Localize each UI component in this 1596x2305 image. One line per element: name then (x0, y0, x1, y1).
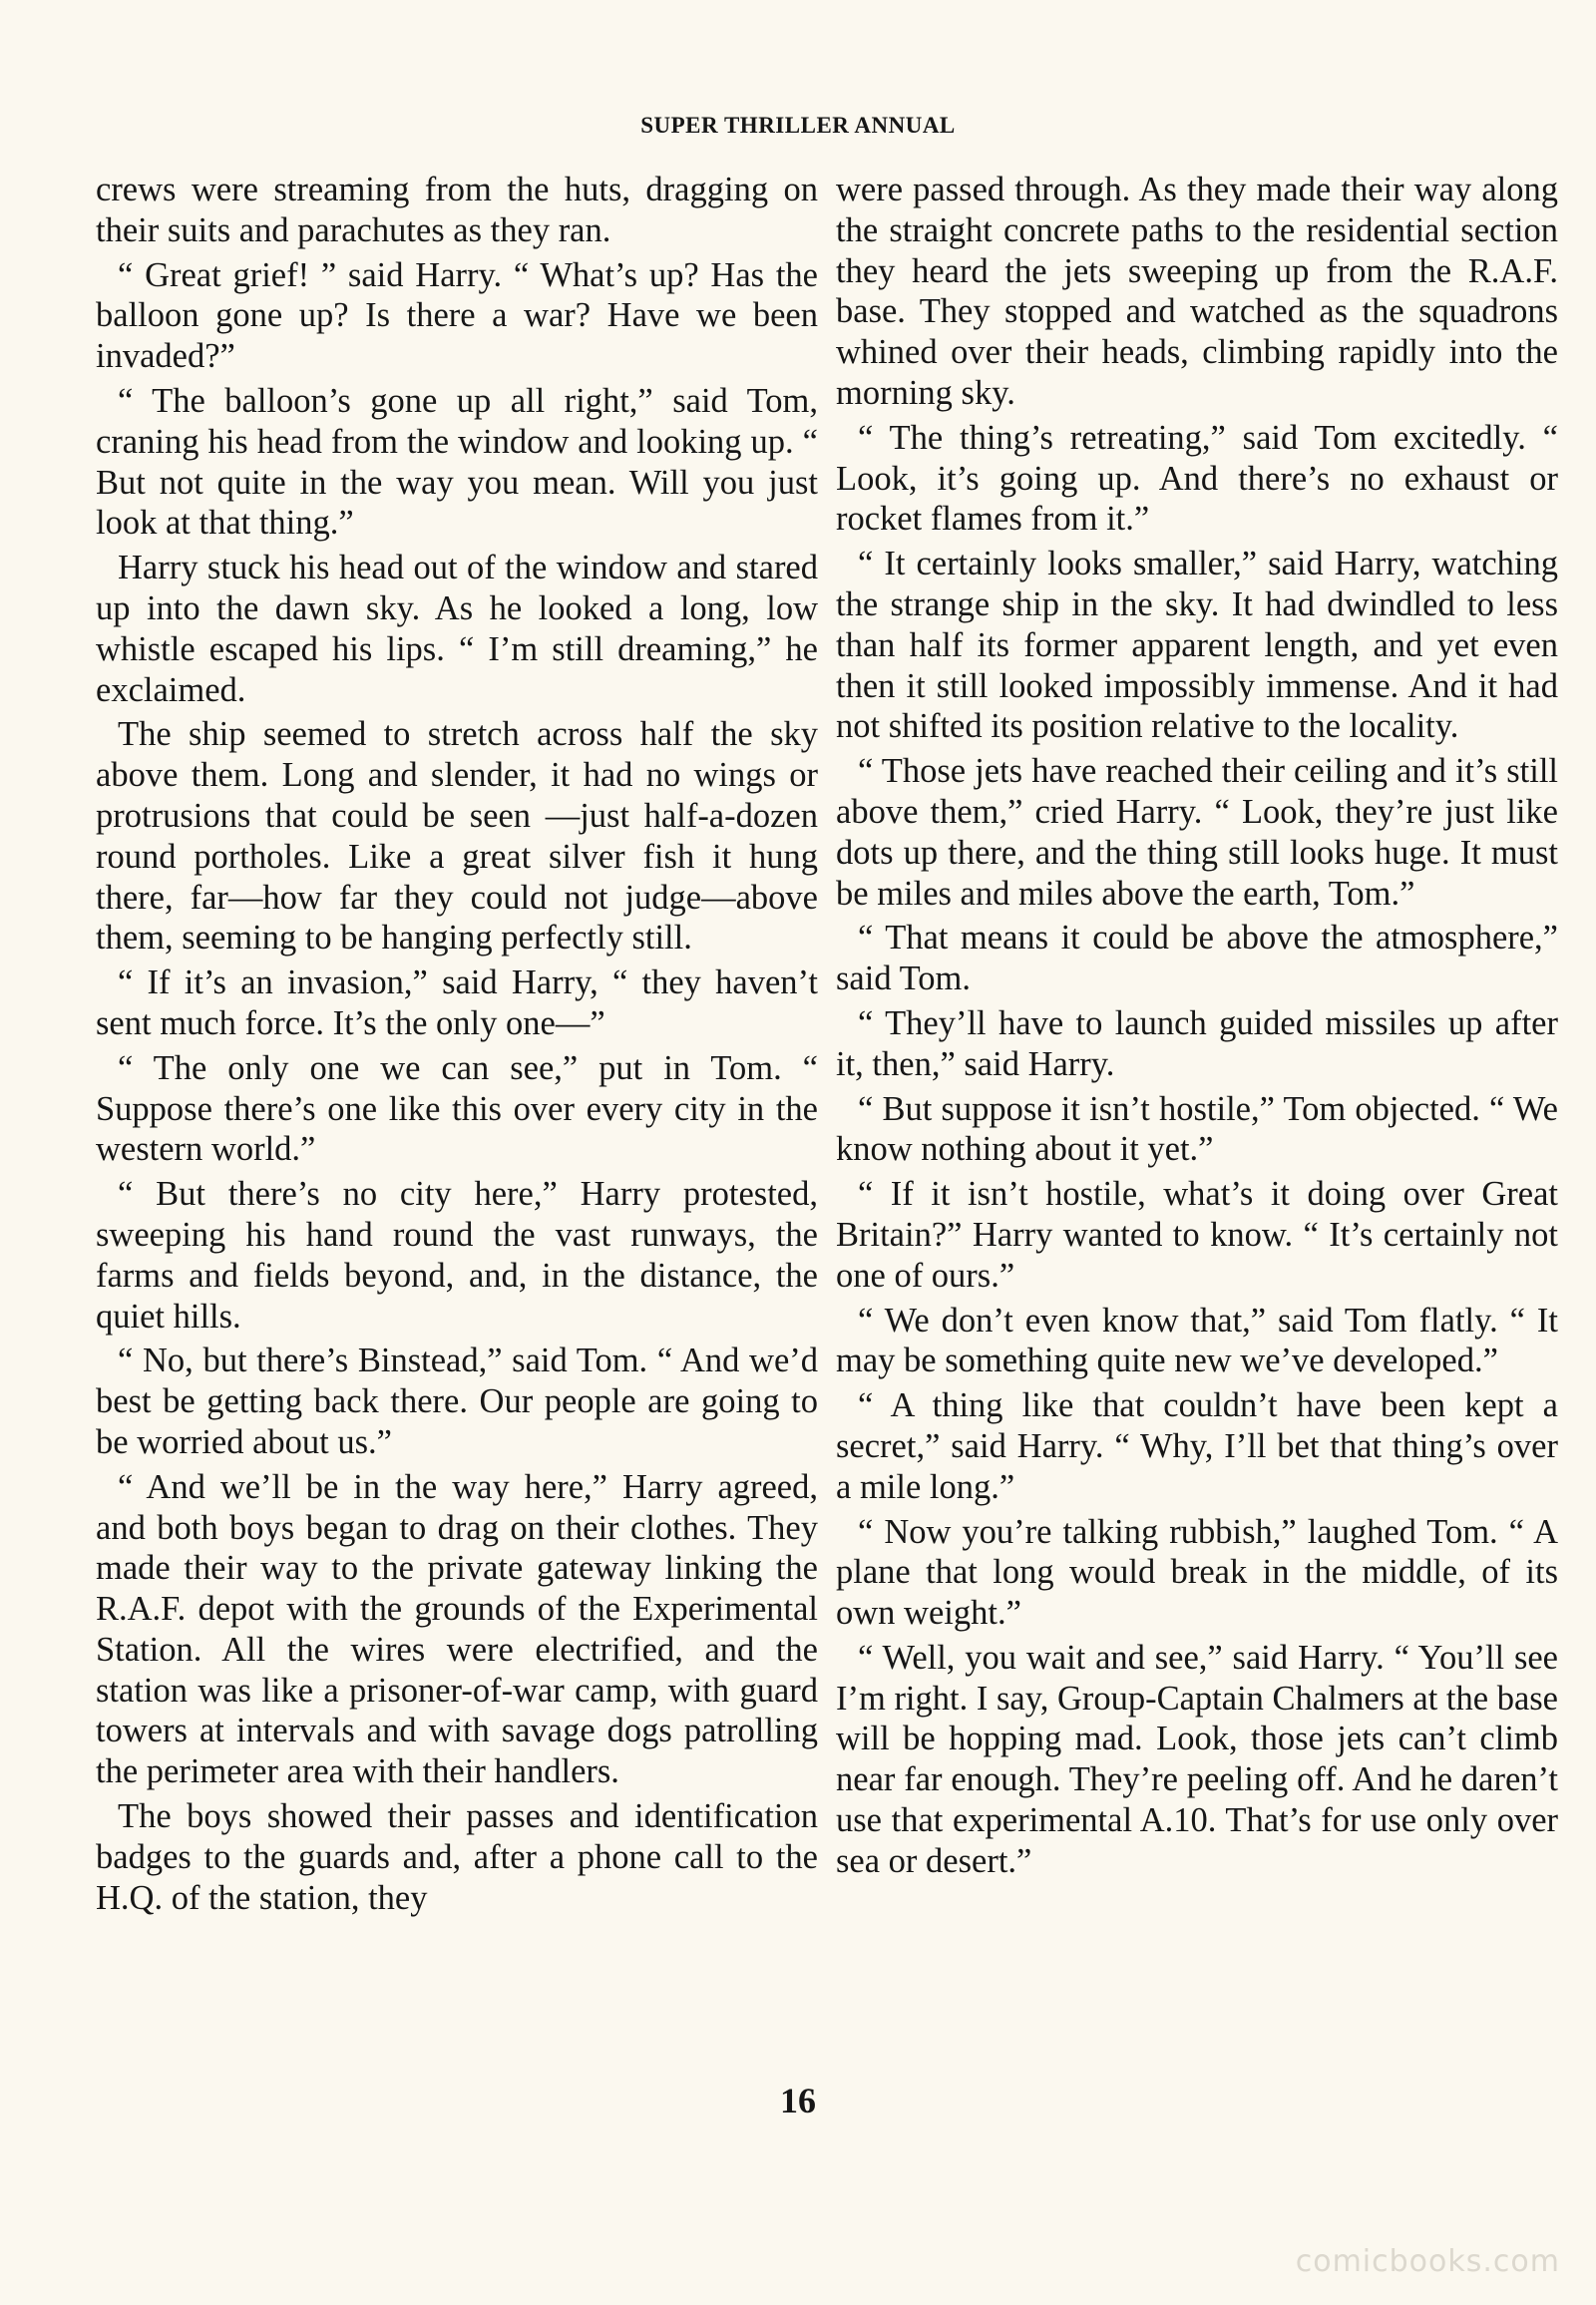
page-number: 16 (780, 2081, 816, 2120)
paragraph: “ That means it could be above the atmosphere,” said Tom. (836, 919, 1558, 998)
paragraph: crews were streaming from the huts, dragging on their suits and parachutes as they ran. (96, 171, 818, 249)
paragraph: “ And we’ll be in the way here,” Harry agreed, and both boys began to drag on their clothes. They made their way to the private gateway linking the R.A.F. depot with the grounds of the Experimental Station. All the wires were electrified, and the station was like a prisoner-of-war camp, with guard towers at intervals and with savage dogs patrolling the perimeter area with their handlers. (96, 1467, 818, 1791)
paragraph: “ The thing’s retreating,” said Tom excitedly. “ Look, it’s going up. And there’s no exhaust or rocket flames from it.” (836, 418, 1558, 539)
paragraph: “ No, but there’s Binstead,” said Tom. “ And we’d best be getting back there. Our people are going to be worried about us.” (96, 1342, 818, 1461)
paragraph: “ We don’t even know that,” said Tom flatly. “ It may be something quite new we’ve developed.” (836, 1301, 1558, 1380)
paragraph: “ But there’s no city here,” Harry protested, sweeping his hand round the vast runways, the farms and fields beyond, and, in the distance, the quiet hills. (96, 1175, 818, 1336)
paragraph: “ Great grief! ” said Harry. “ What’s up? Has the balloon gone up? Is there a war? Have we been invaded?” (96, 255, 818, 376)
page-header: SUPER THRILLER ANNUAL (640, 113, 956, 138)
paragraph: “ The only one we can see,” put in Tom. “ Suppose there’s one like this over every city in the western world.” (96, 1048, 818, 1169)
paragraph: “ Well, you wait and see,” said Harry. “ You’ll see I’m right. I say, Group-Captain Chalmers at the base will be hopping mad. Look, those jets can’t climb near far enough. They’re peeling off. And he daren’t use that experimental A.10. That’s for use only over sea or desert.” (836, 1638, 1558, 1880)
paragraph: The boys showed their passes and identification badges to the guards and, after a phone call to the H.Q. of the station, they (96, 1797, 818, 1917)
paragraph: The ship seemed to stretch across half the sky above them. Long and slender, it had no wings or protrusions that could be seen —just half-a-dozen round portholes. Like a great silver fish it hung there, far—how far they could not judge—above them, seeming to be hanging perfectly still. (96, 715, 818, 958)
paragraph: “ Those jets have reached their ceiling and it’s still above them,” cried Harry. “ Look, they’re just like dots up there, and the thing still looks huge. It must be miles and miles above the earth, Tom.” (836, 752, 1558, 913)
paragraph: “ But suppose it isn’t hostile,” Tom objected. “ We know nothing about it yet.” (836, 1089, 1558, 1169)
paragraph: Harry stuck his head out of the window and stared up into the dawn sky. As he looked a long, low whistle escaped his lips. “ I’m still dreaming,” he exclaimed. (96, 549, 818, 709)
left-column (96, 170, 818, 2065)
paragraph: “ Now you’re talking rubbish,” laughed Tom. “ A plane that long would break in the middle, of its own weight.” (836, 1512, 1558, 1633)
paragraph: “ A thing like that couldn’t have been kept a secret,” said Harry. “ Why, I’ll bet that thing’s over a mile long.” (836, 1386, 1558, 1506)
watermark: comicbooks.com (1295, 2244, 1560, 2279)
paragraph: were passed through. As they made their way along the straight concrete paths to the residential section they heard the jets sweeping up from the R.A.F. base. They stopped and watched as the squadrons whined over their heads, climbing rapidly into the morning sky. (836, 171, 1558, 412)
paragraph: “ If it isn’t hostile, what’s it doing over Great Britain?” Harry wanted to know. “ It’s certainly not one of ours.” (836, 1175, 1558, 1295)
paragraph: “ It certainly looks smaller,” said Harry, watching the strange ship in the sky. It had dwindled to less than half its former apparent length, and yet even then it still looked impossibly immense. And it had not shifted its position relative to the locality. (836, 545, 1558, 746)
right-column (836, 170, 1558, 2065)
paragraph: “ They’ll have to launch guided missiles up after it, then,” said Harry. (836, 1003, 1558, 1083)
paragraph: “ If it’s an invasion,” said Harry, “ they haven’t sent much force. It’s the only one—” (96, 963, 818, 1042)
paragraph: “ The balloon’s gone up all right,” said Tom, craning his head from the window and looking up. “ But not quite in the way you mean. Will you just look at that thing.” (96, 381, 818, 543)
